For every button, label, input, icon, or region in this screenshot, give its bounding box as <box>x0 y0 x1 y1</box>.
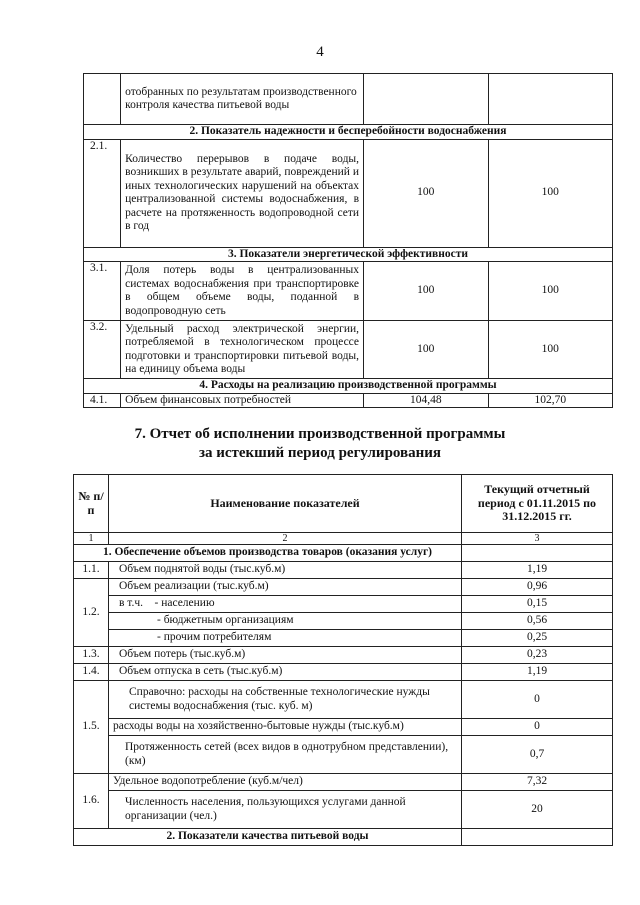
row-number: 1.3. <box>74 647 109 664</box>
section-title: 4. Расходы на реализацию производственной программы <box>84 379 613 394</box>
index-cell: 2 <box>109 533 462 545</box>
row-description: Количество перерывов в подаче воды, возникших в результате аварий, повреждений и иных технологических нарушений на объектах централизованной системы водоснабжения, в расчете на протяженность водопроводной сети в год <box>121 139 364 247</box>
table-row <box>74 630 613 647</box>
row-value: 100 <box>488 139 613 247</box>
row-value: 100 <box>488 321 613 379</box>
header-number: № п/п <box>74 475 109 533</box>
header-row <box>74 475 613 533</box>
row-value: 0,96 <box>462 579 613 596</box>
table-row <box>74 664 613 681</box>
section-title: 2. Показатель надежности и бесперебойности водоснабжения <box>84 125 613 140</box>
row-value: 104,48 <box>364 393 488 408</box>
section-row <box>74 829 613 846</box>
table-row <box>84 74 613 125</box>
row-value: 0,7 <box>462 736 613 774</box>
row-description: расходы воды на хозяйственно-бытовые нужды (тыс.куб.м) <box>109 719 462 736</box>
row-number: 1.5. <box>74 681 109 774</box>
row-description: Удельный расход электрической энергии, потребляемой в технологическом процессе подготовки и транспортировки питьевой воды, на единицу объема воды <box>121 321 364 379</box>
row-description: Объем потерь (тыс.куб.м) <box>109 647 462 664</box>
row-value: 100 <box>364 262 488 321</box>
row-value: 0,56 <box>462 613 613 630</box>
table-row <box>84 139 613 247</box>
table-row <box>84 321 613 379</box>
row-description: Численность населения, пользующихся услугами данной организации (чел.) <box>109 791 462 829</box>
row-value: 0 <box>462 681 613 719</box>
row-number: 1.1. <box>74 562 109 579</box>
row-number: 3.1. <box>84 262 121 321</box>
index-cell: 1 <box>74 533 109 545</box>
row-value: 0,25 <box>462 630 613 647</box>
table-row <box>74 736 613 774</box>
row-description <box>109 596 462 613</box>
row-value: 0,23 <box>462 647 613 664</box>
row-description: - бюджетным организациям <box>109 613 462 630</box>
table-row <box>74 596 613 613</box>
report-title-line: 7. Отчет об исполнении производственной программы <box>134 426 506 442</box>
row-description: - прочим потребителям <box>109 630 462 647</box>
header-value: Текущий отчетный период с 01.11.2015 по 31.12.2015 гг. <box>462 475 613 533</box>
section-row <box>84 379 613 394</box>
table-row <box>74 613 613 630</box>
row-description: Объем реализации (тыс.куб.м) <box>109 579 462 596</box>
row-description: Объем поднятой воды (тыс.куб.м) <box>109 562 462 579</box>
table-row <box>84 262 613 321</box>
section-title: 1. Обеспечение объемов производства товаров (оказания услуг) <box>74 545 462 562</box>
index-row <box>74 533 613 545</box>
table-row <box>74 579 613 596</box>
row-value: 1,19 <box>462 664 613 681</box>
row-value: 7,32 <box>462 774 613 791</box>
row-value: 1,19 <box>462 562 613 579</box>
indicators-table <box>83 73 613 408</box>
section-title: 2. Показатели качества питьевой воды <box>74 829 462 846</box>
row-description: Удельное водопотребление (куб.м/чел) <box>109 774 462 791</box>
row-description: Протяженность сетей (всех видов в однотрубном представлении), (км) <box>109 736 462 774</box>
report-title <box>0 425 640 463</box>
report-title-line: за истекший период регулирования <box>198 445 442 461</box>
table-row <box>74 647 613 664</box>
section-row <box>74 545 613 562</box>
row-number: 1.4. <box>74 664 109 681</box>
row-number: 3.2. <box>84 321 121 379</box>
row-value: 100 <box>364 139 488 247</box>
index-cell: 3 <box>462 533 613 545</box>
table-row <box>74 681 613 719</box>
table-row <box>74 719 613 736</box>
row-prefix: в т.ч. <box>119 597 143 610</box>
table-row <box>74 774 613 791</box>
row-value: 102,70 <box>488 393 613 408</box>
table-row <box>74 791 613 829</box>
row-value: 0,15 <box>462 596 613 613</box>
table-row <box>74 562 613 579</box>
row-number: 1.6. <box>74 774 109 829</box>
section-row <box>84 125 613 140</box>
page-number: 4 <box>316 44 324 60</box>
row-number: 4.1. <box>84 393 121 408</box>
section-row <box>84 247 613 262</box>
report-table <box>73 474 613 846</box>
row-number: 2.1. <box>84 139 121 247</box>
header-name: Наименование показателей <box>109 475 462 533</box>
row-number: 1.2. <box>74 579 109 647</box>
section-title: 3. Показатели энергетической эффективности <box>84 247 613 262</box>
continuation-text: отобранных по результатам производственного контроля качества питьевой воды <box>121 74 364 125</box>
row-description: Объем финансовых потребностей <box>121 393 364 408</box>
row-subitem: - населению <box>154 597 215 610</box>
table-row <box>84 393 613 408</box>
row-description: Доля потерь воды в централизованных системах водоснабжения при транспортировке в общем объеме воды, поданной в водопроводную сеть <box>121 262 364 321</box>
row-value: 100 <box>488 262 613 321</box>
row-description: Объем отпуска в сеть (тыс.куб.м) <box>109 664 462 681</box>
row-value: 20 <box>462 791 613 829</box>
row-value: 100 <box>364 321 488 379</box>
row-description: Справочно: расходы на собственные технологические нужды системы водоснабжения (тыс. куб. м) <box>109 681 462 719</box>
row-value: 0 <box>462 719 613 736</box>
